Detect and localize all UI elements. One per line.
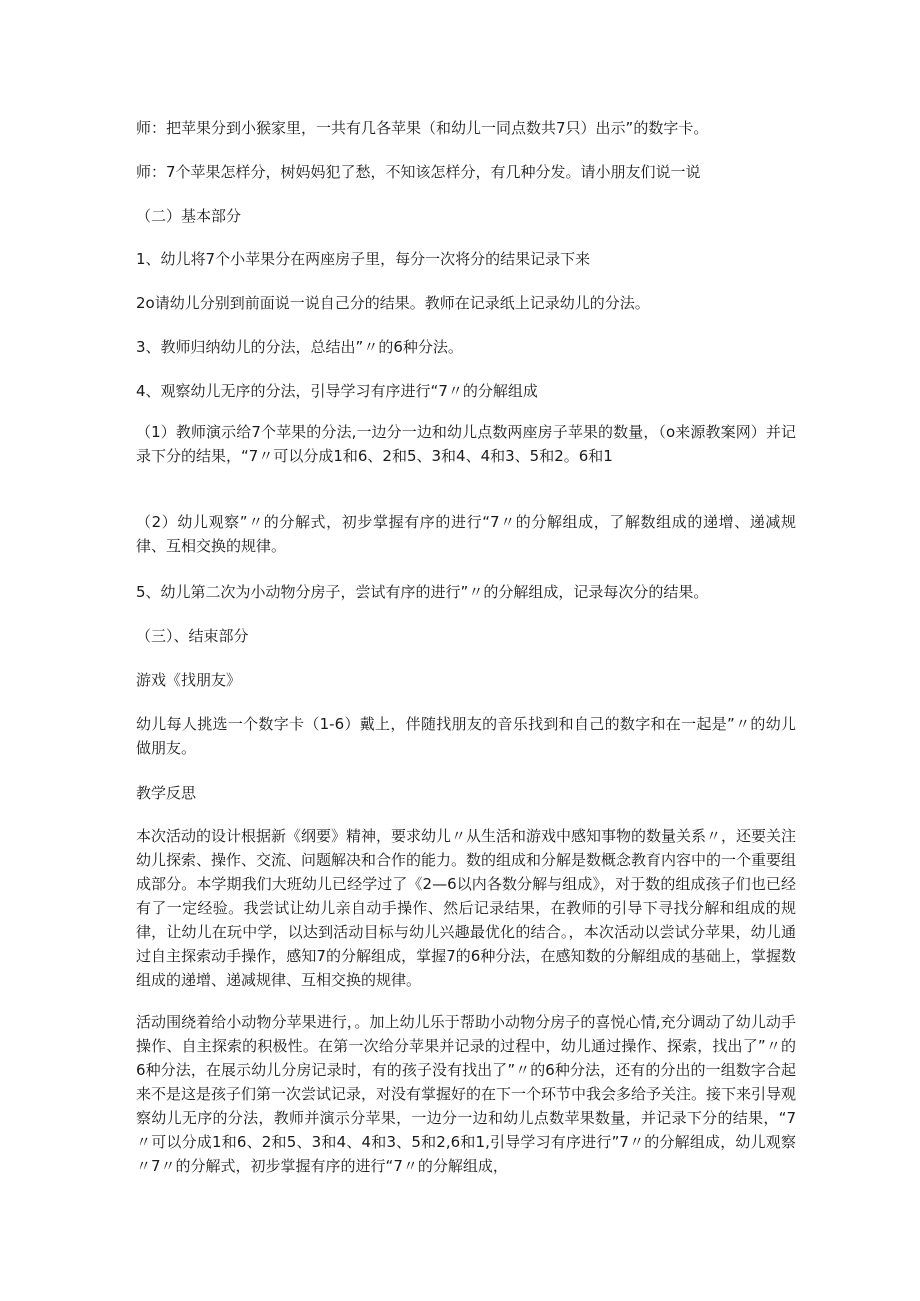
paragraph-step-1 (136, 247, 796, 271)
paragraph-step-4-1 (136, 420, 796, 492)
paragraph-step-2 (136, 291, 796, 315)
section-heading-basic (136, 204, 796, 228)
paragraph-text: 2o请幼儿分别到前面说一说自己分的结果。教师在记录纸上记录幼儿的分法。 (136, 294, 650, 312)
paragraph-step-3 (136, 335, 796, 359)
paragraph-text: （三）、结束部分 (136, 627, 249, 645)
paragraph-text: 3、教师归纳幼儿的分法，总结出”〃的6种分法。 (136, 338, 463, 356)
paragraph-text: （1）教师演示给7个苹果的分法,一边分一边和幼儿点数两座房子苹果的数量，（o来源教案网）并记录下分的结果，“7〃可以分成1和6、2和5、3和4、4和3、5和2。6和1 (136, 423, 796, 465)
section-heading-reflection (136, 781, 796, 805)
paragraph-game-title (136, 668, 796, 692)
paragraph-step-5 (136, 580, 796, 604)
section-heading-ending (136, 624, 796, 648)
paragraph-intro-apples (136, 116, 796, 140)
paragraph-text: 4、观察幼儿无序的分法，引导学习有序进行“7〃的分解组成 (136, 382, 538, 400)
paragraph-step-4-2 (136, 510, 796, 558)
paragraph-text: （2）幼儿观察”〃的分解式，初步掌握有序的进行“7〃的分解组成，了解数组成的递增、递减规律、互相交换的规律。 (136, 513, 796, 555)
paragraph-text: 1、幼儿将7个小苹果分在两座房子里，每分一次将分的结果记录下来 (136, 250, 591, 268)
paragraph-text: 幼儿每人挑选一个数字卡（1-6）戴上，伴随找朋友的音乐找到和自己的数字和在一起是”〃的幼儿做朋友。 (136, 715, 796, 757)
paragraph-step-4 (136, 379, 796, 403)
paragraph-how-to-divide (136, 160, 796, 184)
paragraph-game-rules (136, 712, 796, 760)
paragraph-reflection-1 (136, 824, 796, 992)
paragraph-text: 5、幼儿第二次为小动物分房子，尝试有序的进行”〃的分解组成，记录每次分的结果。 (136, 583, 709, 601)
paragraph-text: 活动围绕着给小动物分苹果进行，。加上幼儿乐于帮助小动物分房子的喜悦心情,充分调动了幼儿动手操作、自主探索的积极性。在第一次给分苹果并记录的过程中，幼儿通过操作、探索，找出了”〃的6种分法，在展示幼儿分房记录时，有的孩子没有找出了”〃的6种分法，还有的分出的一组数字合起来不是这是孩子们第一次尝试记录，对没有掌握好的在下一个环节中我会多给予关注。接下来引导观察幼儿无序的分法，教师并演示分苹果，一边分一边和幼儿点数苹果数量，并记录下分的结果，“7〃可以分成1和6、2和5、3和4、4和3、5和2,6和1,引导学习有序进行”7〃的分解组成，幼儿观察〃7〃的分解式，初步掌握有序的进行“7〃的分解组成， (136, 1013, 797, 1175)
paragraph-text: 师：7个苹果怎样分，树妈妈犯了愁，不知该怎样分，有几种分发。请小朋友们说一说 (136, 163, 701, 181)
paragraph-reflection-2 (136, 1010, 796, 1178)
paragraph-text: 师：把苹果分到小猴家里，一共有几各苹果（和幼儿一同点数共7只）出示”的数字卡。 (136, 119, 709, 137)
paragraph-text: 教学反思 (136, 784, 197, 802)
paragraph-text: 本次活动的设计根据新《纲要》精神，要求幼儿〃从生活和游戏中感知事物的数量关系〃，还要关注幼儿探索、操作、交流、问题解决和合作的能力。数的组成和分解是数概念教育内容中的一个重要组成部分。本学期我们大班幼儿已经学过了《2—6以内各数分解与组成》，对于数的组成孩子们也已经有了一定经验。我尝试让幼儿亲自动手操作、然后记录结果，在教师的引导下寻找分解和组成的规律，让幼儿在玩中学，以达到活动目标与幼儿兴趣最优化的结合。，本次活动以尝试分苹果，幼儿通过自主探索动手操作，感知7的分解组成，掌握7的6种分法，在感知数的分解组成的基础上，掌握数组成的递增、递减规律、互相交换的规律。 (136, 827, 797, 989)
paragraph-text: 游戏《找朋友》 (136, 671, 242, 689)
paragraph-text: （二）基本部分 (136, 207, 242, 225)
